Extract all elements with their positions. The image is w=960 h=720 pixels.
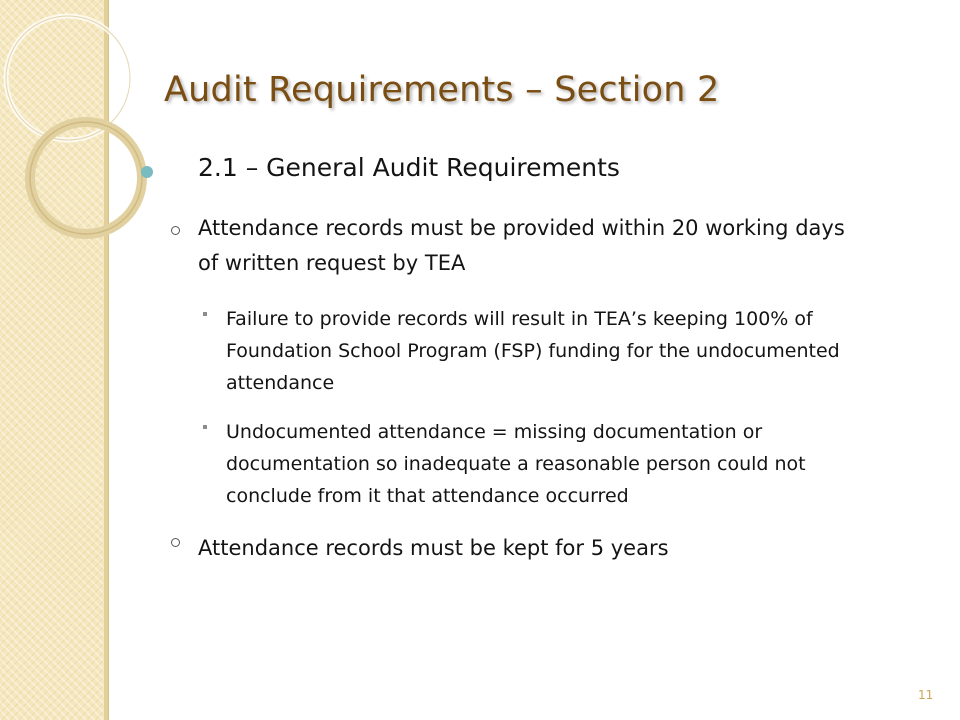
bullet-general-audit: 2.1 – General Audit Requirements (198, 153, 620, 182)
sub-bullet-records-kept: Attendance records must be kept for 5 years (198, 536, 669, 560)
bullet-dot-icon (141, 166, 153, 178)
sub-sub-bullet-square-icon (203, 312, 207, 316)
decorative-circles (0, 0, 160, 260)
page-number: 11 (918, 688, 934, 702)
sub-bullet-ring-icon (171, 226, 180, 235)
sub-bullet-ring-icon (171, 538, 180, 547)
sub-sub-bullet-square-icon (203, 425, 207, 429)
sub-bullet-records-provided: Attendance records must be provided within 20 working days of written request by TEA (198, 216, 845, 275)
sub-sub-bullet-failure: Failure to provide records will result in TEA’s keeping 100% of Foundation School Program (FSP) funding for the undocumented attendance (226, 308, 840, 394)
sub-sub-bullet-undocumented: Undocumented attendance = missing documentation or documentation so inadequate a reasonable person could not conclude from it that attendance occurred (226, 421, 806, 507)
slide-title: Audit Requirements – Section 2 (164, 70, 720, 110)
